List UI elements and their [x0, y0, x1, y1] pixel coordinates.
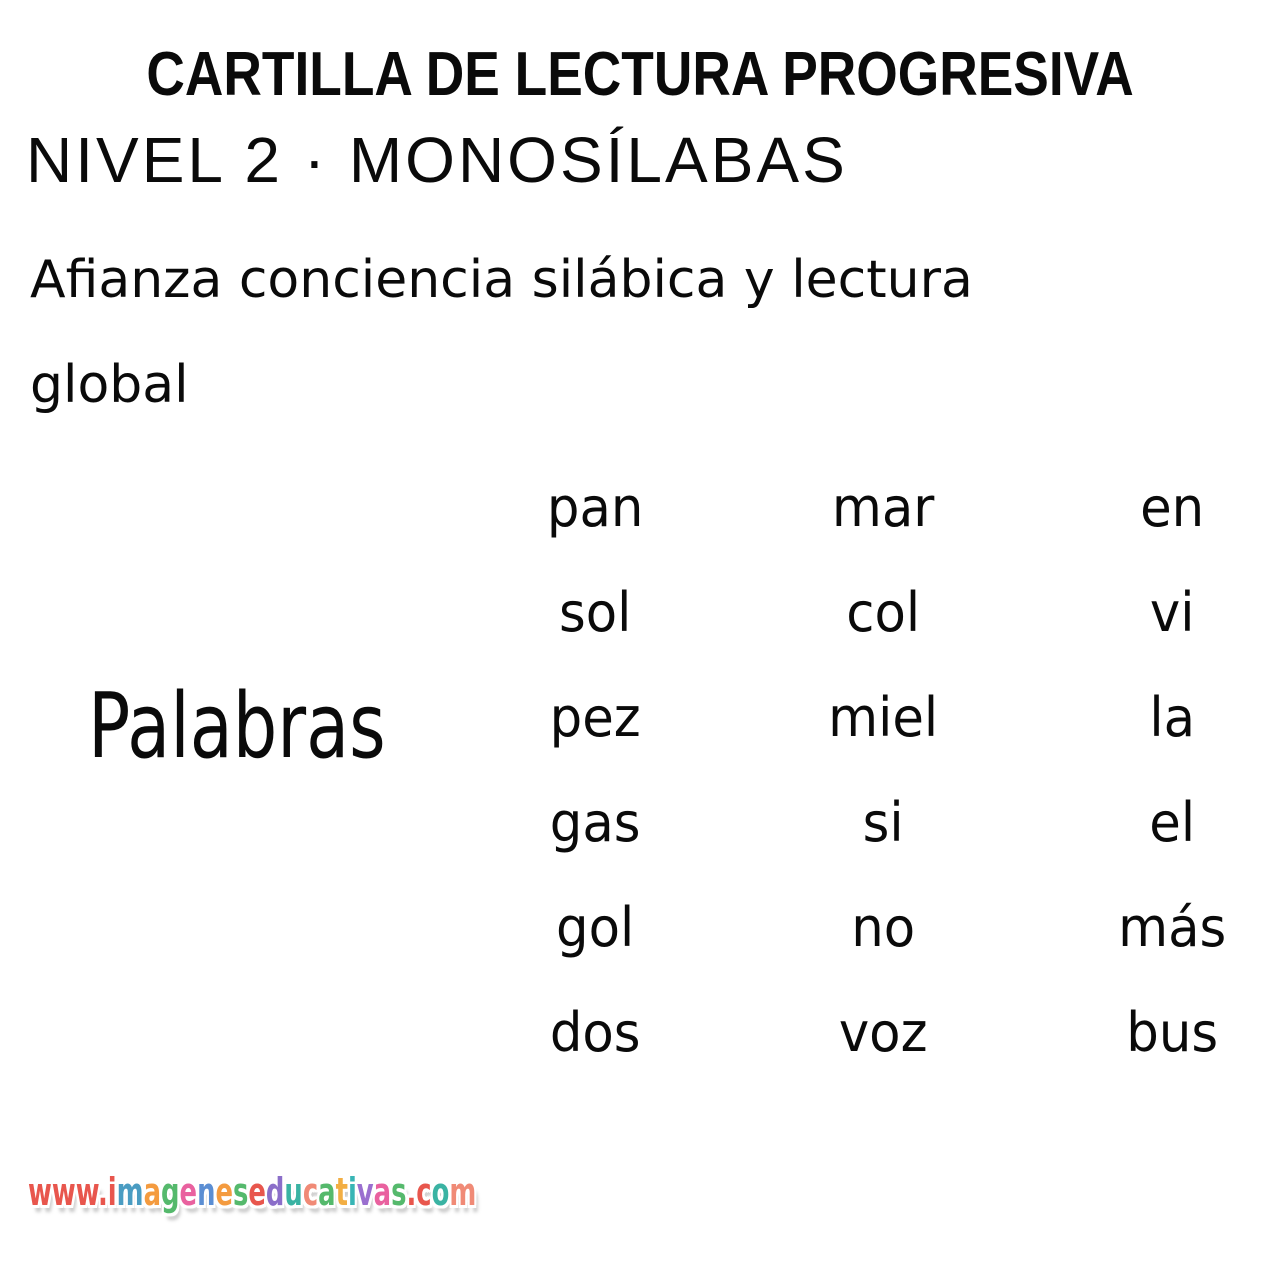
footer-letter: n — [197, 1170, 216, 1214]
footer-letter: e — [179, 1170, 198, 1214]
footer-letter: c — [416, 1170, 432, 1214]
word: miel — [828, 686, 939, 749]
word: más — [1117, 896, 1226, 959]
word-grid — [451, 455, 1280, 1085]
word: bus — [1125, 1001, 1218, 1064]
word: no — [851, 896, 916, 959]
description — [30, 228, 973, 438]
footer-letter: g — [161, 1170, 180, 1214]
description-line-1: Afianza conciencia silábica y lectura — [30, 250, 973, 310]
word: sol — [558, 581, 632, 644]
footer-letter: d — [265, 1170, 285, 1214]
word: gol — [556, 896, 635, 959]
word: pez — [549, 686, 641, 749]
footer-letter: c — [302, 1170, 319, 1214]
footer-letter: w — [75, 1170, 98, 1214]
footer-letter: a — [318, 1170, 336, 1214]
footer-letter: m — [116, 1170, 144, 1214]
footer-letter: v — [356, 1170, 374, 1214]
footer-letter: e — [215, 1170, 233, 1214]
word: col — [846, 581, 921, 644]
level-heading: NIVEL 2 · MONOSÍLABAS — [26, 124, 848, 196]
word: mar — [832, 476, 935, 539]
footer-letter: . — [97, 1170, 108, 1214]
word: el — [1148, 791, 1195, 854]
footer-letter: a — [143, 1170, 162, 1214]
page-title-text: CARTILLA DE LECTURA PROGRESIVA — [146, 40, 1134, 109]
footer-letter: u — [284, 1170, 303, 1214]
word: pan — [546, 476, 644, 539]
footer-letter: w — [28, 1170, 52, 1214]
footer-letter: e — [248, 1170, 266, 1214]
footer-letter: s — [391, 1170, 407, 1214]
footer-letter: t — [335, 1170, 348, 1214]
word: en — [1139, 476, 1204, 539]
footer-letter: o — [431, 1170, 450, 1214]
footer-letter: m — [449, 1170, 477, 1214]
page-title — [0, 40, 1280, 109]
word: si — [863, 791, 904, 854]
footer-letter: i — [107, 1170, 117, 1214]
word: dos — [549, 1001, 641, 1064]
footer-letter: i — [347, 1170, 357, 1214]
word: voz — [839, 1001, 928, 1064]
word: vi — [1149, 581, 1195, 644]
footer-letter: s — [232, 1170, 249, 1214]
footer-url — [28, 1170, 476, 1216]
word: la — [1148, 686, 1195, 749]
footer-letter: a — [373, 1170, 392, 1214]
footer-letter: . — [406, 1170, 417, 1214]
word: gas — [549, 791, 641, 854]
words-label: Palabras — [88, 674, 386, 779]
description-line-2: global — [30, 355, 189, 415]
footer-letter: w — [51, 1170, 76, 1214]
